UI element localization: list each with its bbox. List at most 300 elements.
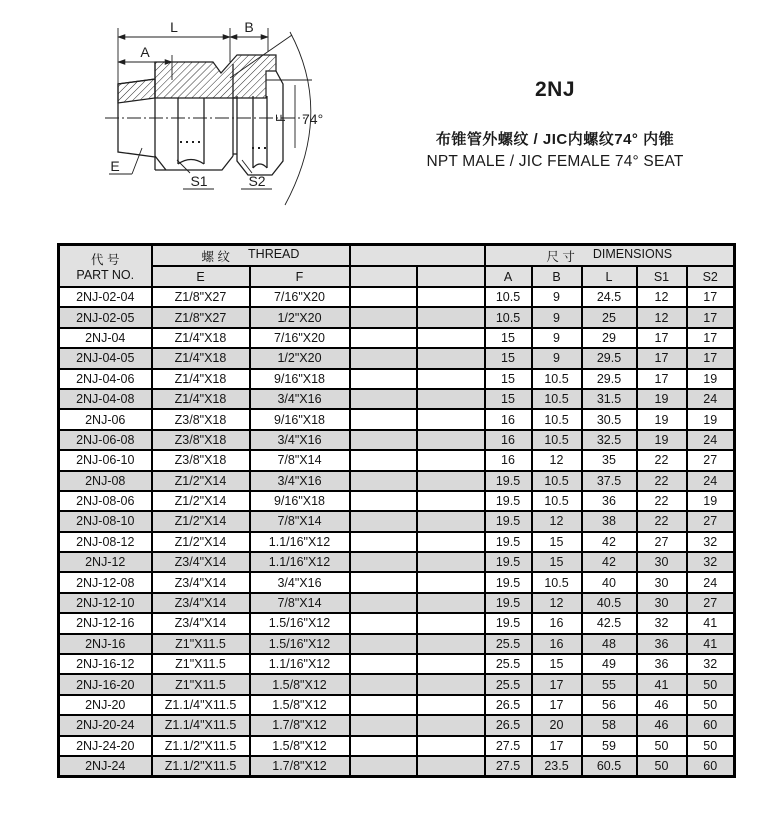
table-row bbox=[59, 450, 735, 470]
table-cell: 15 bbox=[485, 348, 532, 368]
table-cell: 19.5 bbox=[485, 552, 532, 572]
table-row bbox=[59, 695, 735, 715]
table-cell: 59 bbox=[582, 736, 637, 756]
table-cell: 17 bbox=[532, 736, 582, 756]
table-cell: 60 bbox=[687, 715, 735, 735]
table-cell: 41 bbox=[687, 634, 735, 654]
table-cell: Z1.1/2"X11.5 bbox=[152, 756, 250, 777]
table-cell: Z1/4"X18 bbox=[152, 348, 250, 368]
table-row bbox=[59, 532, 735, 552]
table-cell-blank bbox=[417, 674, 485, 694]
table-cell: 41 bbox=[687, 613, 735, 633]
table-cell: 10.5 bbox=[532, 430, 582, 450]
table-cell: 27.5 bbox=[485, 756, 532, 777]
table-cell-blank bbox=[417, 695, 485, 715]
table-cell: 2NJ-06 bbox=[59, 409, 152, 429]
table-row bbox=[59, 654, 735, 674]
table-cell: 2NJ-24 bbox=[59, 756, 152, 777]
table-cell-blank bbox=[417, 532, 485, 552]
table-cell: 60 bbox=[687, 756, 735, 777]
table-row bbox=[59, 287, 735, 307]
table-cell: 1.5/16"X12 bbox=[250, 634, 350, 654]
table-cell: 3/4"X16 bbox=[250, 430, 350, 450]
table-cell-blank bbox=[350, 471, 417, 491]
table-row bbox=[59, 715, 735, 735]
table-cell: 22 bbox=[637, 511, 687, 531]
dim-label-s1: S1 bbox=[190, 173, 208, 189]
table-cell: 22 bbox=[637, 450, 687, 470]
table-row bbox=[59, 552, 735, 572]
table-cell: 19.5 bbox=[485, 511, 532, 531]
table-row bbox=[59, 369, 735, 389]
table-cell: 9/16"X18 bbox=[250, 369, 350, 389]
table-cell: Z1/2"X14 bbox=[152, 511, 250, 531]
table-cell-blank bbox=[417, 654, 485, 674]
table-cell: 24 bbox=[687, 430, 735, 450]
table-row bbox=[59, 471, 735, 491]
table-cell: 48 bbox=[582, 634, 637, 654]
table-cell: 46 bbox=[637, 695, 687, 715]
table-cell: 60.5 bbox=[582, 756, 637, 777]
table-cell: 40.5 bbox=[582, 593, 637, 613]
table-cell: 32 bbox=[687, 532, 735, 552]
table-cell: Z1"X11.5 bbox=[152, 634, 250, 654]
table-cell: 2NJ-08-12 bbox=[59, 532, 152, 552]
table-cell: 29 bbox=[582, 328, 637, 348]
table-cell: 17 bbox=[637, 369, 687, 389]
table-cell: 12 bbox=[532, 511, 582, 531]
subtitle-chinese: 布锥管外螺纹 / JIC内螺纹74° 内锥 bbox=[435, 131, 675, 148]
table-cell: 23.5 bbox=[532, 756, 582, 777]
table-cell-blank bbox=[350, 756, 417, 777]
table-cell: 31.5 bbox=[582, 389, 637, 409]
table-cell: 2NJ-12 bbox=[59, 552, 152, 572]
table-cell: 50 bbox=[687, 695, 735, 715]
table-cell: 19 bbox=[687, 491, 735, 511]
table-cell: 17 bbox=[637, 348, 687, 368]
dim-label-l: L bbox=[170, 19, 178, 35]
table-cell: 10.5 bbox=[532, 389, 582, 409]
table-cell: 40 bbox=[582, 572, 637, 592]
table-cell: 12 bbox=[637, 287, 687, 307]
table-cell: 17 bbox=[687, 328, 735, 348]
dim-label-s2: S2 bbox=[248, 173, 266, 189]
parts-table bbox=[57, 243, 736, 778]
table-cell: 3/4"X16 bbox=[250, 389, 350, 409]
table-cell: 2NJ-08-06 bbox=[59, 491, 152, 511]
table-cell: 19.5 bbox=[485, 613, 532, 633]
table-cell: 16 bbox=[485, 450, 532, 470]
table-cell: Z1/4"X18 bbox=[152, 369, 250, 389]
table-cell-blank bbox=[350, 674, 417, 694]
table-cell-blank bbox=[350, 593, 417, 613]
table-cell: 19 bbox=[687, 369, 735, 389]
table-row bbox=[59, 756, 735, 777]
table-row bbox=[59, 613, 735, 633]
table-cell-blank bbox=[350, 430, 417, 450]
page-title: 2NJ bbox=[534, 78, 576, 101]
table-cell: 12 bbox=[532, 450, 582, 470]
col-header-thread-en: THREAD bbox=[248, 246, 300, 261]
table-cell: Z3/8"X18 bbox=[152, 409, 250, 429]
table-cell: 38 bbox=[582, 511, 637, 531]
dim-label-b: B bbox=[244, 19, 254, 35]
table-cell: 17 bbox=[532, 674, 582, 694]
table-cell: Z1/2"X14 bbox=[152, 471, 250, 491]
table-cell: 30 bbox=[637, 593, 687, 613]
table-row bbox=[59, 307, 735, 327]
table-cell-blank bbox=[350, 532, 417, 552]
table-cell: 19 bbox=[687, 409, 735, 429]
table-cell: Z1/8"X27 bbox=[152, 287, 250, 307]
col-header-thread bbox=[152, 245, 350, 267]
table-cell-blank bbox=[417, 450, 485, 470]
table-cell: 19.5 bbox=[485, 471, 532, 491]
table-cell: 3/4"X16 bbox=[250, 572, 350, 592]
table-cell: 16 bbox=[485, 409, 532, 429]
table-cell: 1.7/8"X12 bbox=[250, 756, 350, 777]
table-cell: 1.5/8"X12 bbox=[250, 695, 350, 715]
table-cell: Z1/2"X14 bbox=[152, 532, 250, 552]
col-header-a: A bbox=[485, 266, 532, 287]
table-cell: 10.5 bbox=[532, 491, 582, 511]
table-row bbox=[59, 348, 735, 368]
table-cell-blank bbox=[417, 471, 485, 491]
col-header-f: F bbox=[250, 266, 350, 287]
table-cell: Z1.1/4"X11.5 bbox=[152, 715, 250, 735]
table-cell: Z3/8"X18 bbox=[152, 450, 250, 470]
col-header-b: B bbox=[532, 266, 582, 287]
table-cell: 10.5 bbox=[532, 572, 582, 592]
table-cell: 17 bbox=[637, 328, 687, 348]
table-body bbox=[59, 287, 735, 777]
table-cell-blank bbox=[417, 572, 485, 592]
table-row bbox=[59, 409, 735, 429]
table-row bbox=[59, 634, 735, 654]
table-cell: 56 bbox=[582, 695, 637, 715]
table-cell: 25.5 bbox=[485, 634, 532, 654]
col-header-l: L bbox=[582, 266, 637, 287]
table-cell: 10.5 bbox=[485, 287, 532, 307]
table-cell: 41 bbox=[637, 674, 687, 694]
table-cell: 1.7/8"X12 bbox=[250, 715, 350, 735]
table-cell: 15 bbox=[485, 328, 532, 348]
table-cell: 42.5 bbox=[582, 613, 637, 633]
table-cell-blank bbox=[350, 409, 417, 429]
col-header-dimensions-cn: 尺 寸 bbox=[546, 249, 575, 264]
table-cell: 9 bbox=[532, 348, 582, 368]
table-cell: 15 bbox=[532, 552, 582, 572]
table-header-row-2 bbox=[59, 266, 735, 287]
table-cell: Z3/4"X14 bbox=[152, 552, 250, 572]
table-cell: Z3/4"X14 bbox=[152, 613, 250, 633]
table-cell: 2NJ-20-24 bbox=[59, 715, 152, 735]
table-cell: 2NJ-04 bbox=[59, 328, 152, 348]
table-cell: 10.5 bbox=[485, 307, 532, 327]
table-cell: Z1"X11.5 bbox=[152, 674, 250, 694]
table-cell: 17 bbox=[687, 287, 735, 307]
table-cell: 2NJ-04-08 bbox=[59, 389, 152, 409]
col-header-s1: S1 bbox=[637, 266, 687, 287]
table-cell: 9 bbox=[532, 287, 582, 307]
table-cell-blank bbox=[417, 552, 485, 572]
table-cell: 32 bbox=[637, 613, 687, 633]
table-cell: 24 bbox=[687, 471, 735, 491]
table-cell: 50 bbox=[637, 736, 687, 756]
table-cell: 15 bbox=[532, 532, 582, 552]
table-cell: 2NJ-04-06 bbox=[59, 369, 152, 389]
table-row bbox=[59, 572, 735, 592]
table-cell-blank bbox=[417, 593, 485, 613]
table-cell: 36 bbox=[637, 634, 687, 654]
table-cell: 10.5 bbox=[532, 471, 582, 491]
table-cell: 17 bbox=[687, 348, 735, 368]
table-cell-blank bbox=[350, 715, 417, 735]
table-row bbox=[59, 674, 735, 694]
table-cell-blank bbox=[417, 430, 485, 450]
col-header-blank-2 bbox=[417, 266, 485, 287]
col-header-dimensions-en: DIMENSIONS bbox=[592, 246, 673, 261]
table-cell: 16 bbox=[532, 613, 582, 633]
table-cell: 30 bbox=[637, 552, 687, 572]
table-cell: Z1.1/2"X11.5 bbox=[152, 736, 250, 756]
title-block bbox=[390, 78, 720, 171]
table-cell-blank bbox=[350, 613, 417, 633]
table-cell: 2NJ-02-04 bbox=[59, 287, 152, 307]
table-cell: 27 bbox=[687, 593, 735, 613]
col-header-thread-cn: 螺 纹 bbox=[201, 249, 231, 264]
table-cell: 2NJ-06-08 bbox=[59, 430, 152, 450]
table-cell: 24 bbox=[687, 389, 735, 409]
table-cell: 19.5 bbox=[485, 532, 532, 552]
table-cell: 37.5 bbox=[582, 471, 637, 491]
table-cell-blank bbox=[350, 736, 417, 756]
table-cell: Z3/4"X14 bbox=[152, 572, 250, 592]
table-cell: 1/2"X20 bbox=[250, 348, 350, 368]
table-cell: 9/16"X18 bbox=[250, 409, 350, 429]
table-cell: 2NJ-12-08 bbox=[59, 572, 152, 592]
table-cell-blank bbox=[417, 736, 485, 756]
table-cell: 15 bbox=[485, 389, 532, 409]
table-cell: 25.5 bbox=[485, 674, 532, 694]
table-cell-blank bbox=[350, 389, 417, 409]
table-cell: 26.5 bbox=[485, 695, 532, 715]
table-cell: 27 bbox=[637, 532, 687, 552]
table-cell: 10.5 bbox=[532, 409, 582, 429]
table-cell: 30.5 bbox=[582, 409, 637, 429]
table-cell: 27.5 bbox=[485, 736, 532, 756]
table-cell: Z1"X11.5 bbox=[152, 654, 250, 674]
table-cell: 10.5 bbox=[532, 369, 582, 389]
table-cell: 2NJ-24-20 bbox=[59, 736, 152, 756]
dim-label-e: E bbox=[110, 158, 120, 174]
table-row bbox=[59, 736, 735, 756]
table-cell: 7/8"X14 bbox=[250, 450, 350, 470]
table-cell-blank bbox=[417, 348, 485, 368]
table-cell: Z1/4"X18 bbox=[152, 389, 250, 409]
table-cell: 42 bbox=[582, 552, 637, 572]
table-cell: 49 bbox=[582, 654, 637, 674]
table-cell: 19.5 bbox=[485, 593, 532, 613]
col-header-dimensions bbox=[485, 245, 735, 267]
table-cell: 2NJ-20 bbox=[59, 695, 152, 715]
table-cell: 1.1/16"X12 bbox=[250, 654, 350, 674]
table-cell: 2NJ-12-16 bbox=[59, 613, 152, 633]
table-row bbox=[59, 491, 735, 511]
table-cell: 2NJ-16 bbox=[59, 634, 152, 654]
table-cell-blank bbox=[350, 369, 417, 389]
table-cell: 2NJ-08-10 bbox=[59, 511, 152, 531]
table-cell-blank bbox=[417, 307, 485, 327]
table-cell-blank bbox=[350, 654, 417, 674]
table-cell: 19.5 bbox=[485, 572, 532, 592]
table-cell: 50 bbox=[687, 736, 735, 756]
table-cell: 16 bbox=[532, 634, 582, 654]
dim-label-f: F bbox=[273, 114, 288, 122]
table-cell-blank bbox=[350, 450, 417, 470]
table-cell: 58 bbox=[582, 715, 637, 735]
table-cell: 46 bbox=[637, 715, 687, 735]
table-cell: 12 bbox=[532, 593, 582, 613]
table-cell-blank bbox=[350, 348, 417, 368]
table-cell-blank bbox=[417, 715, 485, 735]
table-cell: 17 bbox=[532, 695, 582, 715]
table-cell: 16 bbox=[485, 430, 532, 450]
table-cell: 25.5 bbox=[485, 654, 532, 674]
table-cell: 9/16"X18 bbox=[250, 491, 350, 511]
fitting-technical-drawing bbox=[52, 4, 374, 216]
table-cell: 25 bbox=[582, 307, 637, 327]
table-cell: 19 bbox=[637, 430, 687, 450]
table-cell-blank bbox=[417, 511, 485, 531]
table-cell: 7/8"X14 bbox=[250, 511, 350, 531]
table-cell: 7/16"X20 bbox=[250, 287, 350, 307]
table-cell: 9 bbox=[532, 328, 582, 348]
table-cell: 36 bbox=[637, 654, 687, 674]
table-cell: 36 bbox=[582, 491, 637, 511]
table-cell: Z3/4"X14 bbox=[152, 593, 250, 613]
dim-label-a: A bbox=[140, 44, 150, 60]
table-cell: 22 bbox=[637, 471, 687, 491]
table-cell: Z1/8"X27 bbox=[152, 307, 250, 327]
table-cell-blank bbox=[350, 552, 417, 572]
table-cell: 2NJ-04-05 bbox=[59, 348, 152, 368]
table-cell: 15 bbox=[485, 369, 532, 389]
table-cell: 30 bbox=[637, 572, 687, 592]
table-cell: 1.5/8"X12 bbox=[250, 736, 350, 756]
table-cell: 2NJ-12-10 bbox=[59, 593, 152, 613]
table-cell: 17 bbox=[687, 307, 735, 327]
table-row bbox=[59, 593, 735, 613]
table-cell: 1.5/8"X12 bbox=[250, 674, 350, 694]
table-cell-blank bbox=[350, 695, 417, 715]
table-cell-blank bbox=[350, 328, 417, 348]
table-cell-blank bbox=[417, 491, 485, 511]
seat-angle-label: 74° bbox=[302, 111, 324, 127]
table-cell-blank bbox=[350, 307, 417, 327]
col-header-e: E bbox=[152, 266, 250, 287]
col-header-part-no bbox=[59, 245, 152, 288]
table-cell: 27 bbox=[687, 450, 735, 470]
table-cell-blank bbox=[417, 634, 485, 654]
table-cell: 7/16"X20 bbox=[250, 328, 350, 348]
table-cell: 15 bbox=[532, 654, 582, 674]
col-header-blank-1 bbox=[350, 266, 417, 287]
table-cell-blank bbox=[350, 511, 417, 531]
table-cell: 1.1/16"X12 bbox=[250, 532, 350, 552]
table-cell: 2NJ-06-10 bbox=[59, 450, 152, 470]
table-cell: Z1/2"X14 bbox=[152, 491, 250, 511]
table-row bbox=[59, 328, 735, 348]
table-cell-blank bbox=[350, 287, 417, 307]
table-cell-blank bbox=[350, 572, 417, 592]
table-cell-blank bbox=[417, 756, 485, 777]
table-cell: 19.5 bbox=[485, 491, 532, 511]
table-cell: 9 bbox=[532, 307, 582, 327]
table-cell: 1.1/16"X12 bbox=[250, 552, 350, 572]
table-cell-blank bbox=[417, 369, 485, 389]
table-cell: 3/4"X16 bbox=[250, 471, 350, 491]
table-cell-blank bbox=[417, 389, 485, 409]
table-cell: 42 bbox=[582, 532, 637, 552]
table-cell-blank bbox=[417, 287, 485, 307]
col-header-part-no-en: PART NO. bbox=[76, 268, 135, 282]
col-header-s2: S2 bbox=[687, 266, 735, 287]
table-cell: 24.5 bbox=[582, 287, 637, 307]
table-cell: 24 bbox=[687, 572, 735, 592]
table-cell: 1.5/16"X12 bbox=[250, 613, 350, 633]
table-cell: Z3/8"X18 bbox=[152, 430, 250, 450]
table-row bbox=[59, 511, 735, 531]
table-cell: 32 bbox=[687, 552, 735, 572]
table-row bbox=[59, 389, 735, 409]
table-cell: 27 bbox=[687, 511, 735, 531]
table-header-row-1 bbox=[59, 245, 735, 267]
table-cell: 1/2"X20 bbox=[250, 307, 350, 327]
col-header-blank bbox=[350, 245, 485, 267]
table-cell: 26.5 bbox=[485, 715, 532, 735]
table-cell: 29.5 bbox=[582, 369, 637, 389]
table-cell: Z1.1/4"X11.5 bbox=[152, 695, 250, 715]
table-cell: 20 bbox=[532, 715, 582, 735]
table-cell: 19 bbox=[637, 409, 687, 429]
table-cell: 22 bbox=[637, 491, 687, 511]
table-cell: 50 bbox=[637, 756, 687, 777]
table-cell: 2NJ-02-05 bbox=[59, 307, 152, 327]
table-cell: 55 bbox=[582, 674, 637, 694]
subtitle-english: NPT MALE / JIC FEMALE 74° SEAT bbox=[426, 153, 684, 170]
table-cell: 29.5 bbox=[582, 348, 637, 368]
table-cell: Z1/4"X18 bbox=[152, 328, 250, 348]
table-cell-blank bbox=[417, 409, 485, 429]
table-cell: 32 bbox=[687, 654, 735, 674]
table-cell: 2NJ-16-12 bbox=[59, 654, 152, 674]
table-row bbox=[59, 430, 735, 450]
table-cell: 2NJ-16-20 bbox=[59, 674, 152, 694]
table-cell: 19 bbox=[637, 389, 687, 409]
table-cell-blank bbox=[417, 613, 485, 633]
table-cell: 50 bbox=[687, 674, 735, 694]
table-cell: 7/8"X14 bbox=[250, 593, 350, 613]
table-cell: 2NJ-08 bbox=[59, 471, 152, 491]
table-cell: 35 bbox=[582, 450, 637, 470]
table-cell-blank bbox=[350, 491, 417, 511]
table-cell: 12 bbox=[637, 307, 687, 327]
table-cell-blank bbox=[417, 328, 485, 348]
table-cell-blank bbox=[350, 634, 417, 654]
col-header-part-no-cn: 代 号 bbox=[91, 253, 120, 267]
table-cell: 32.5 bbox=[582, 430, 637, 450]
